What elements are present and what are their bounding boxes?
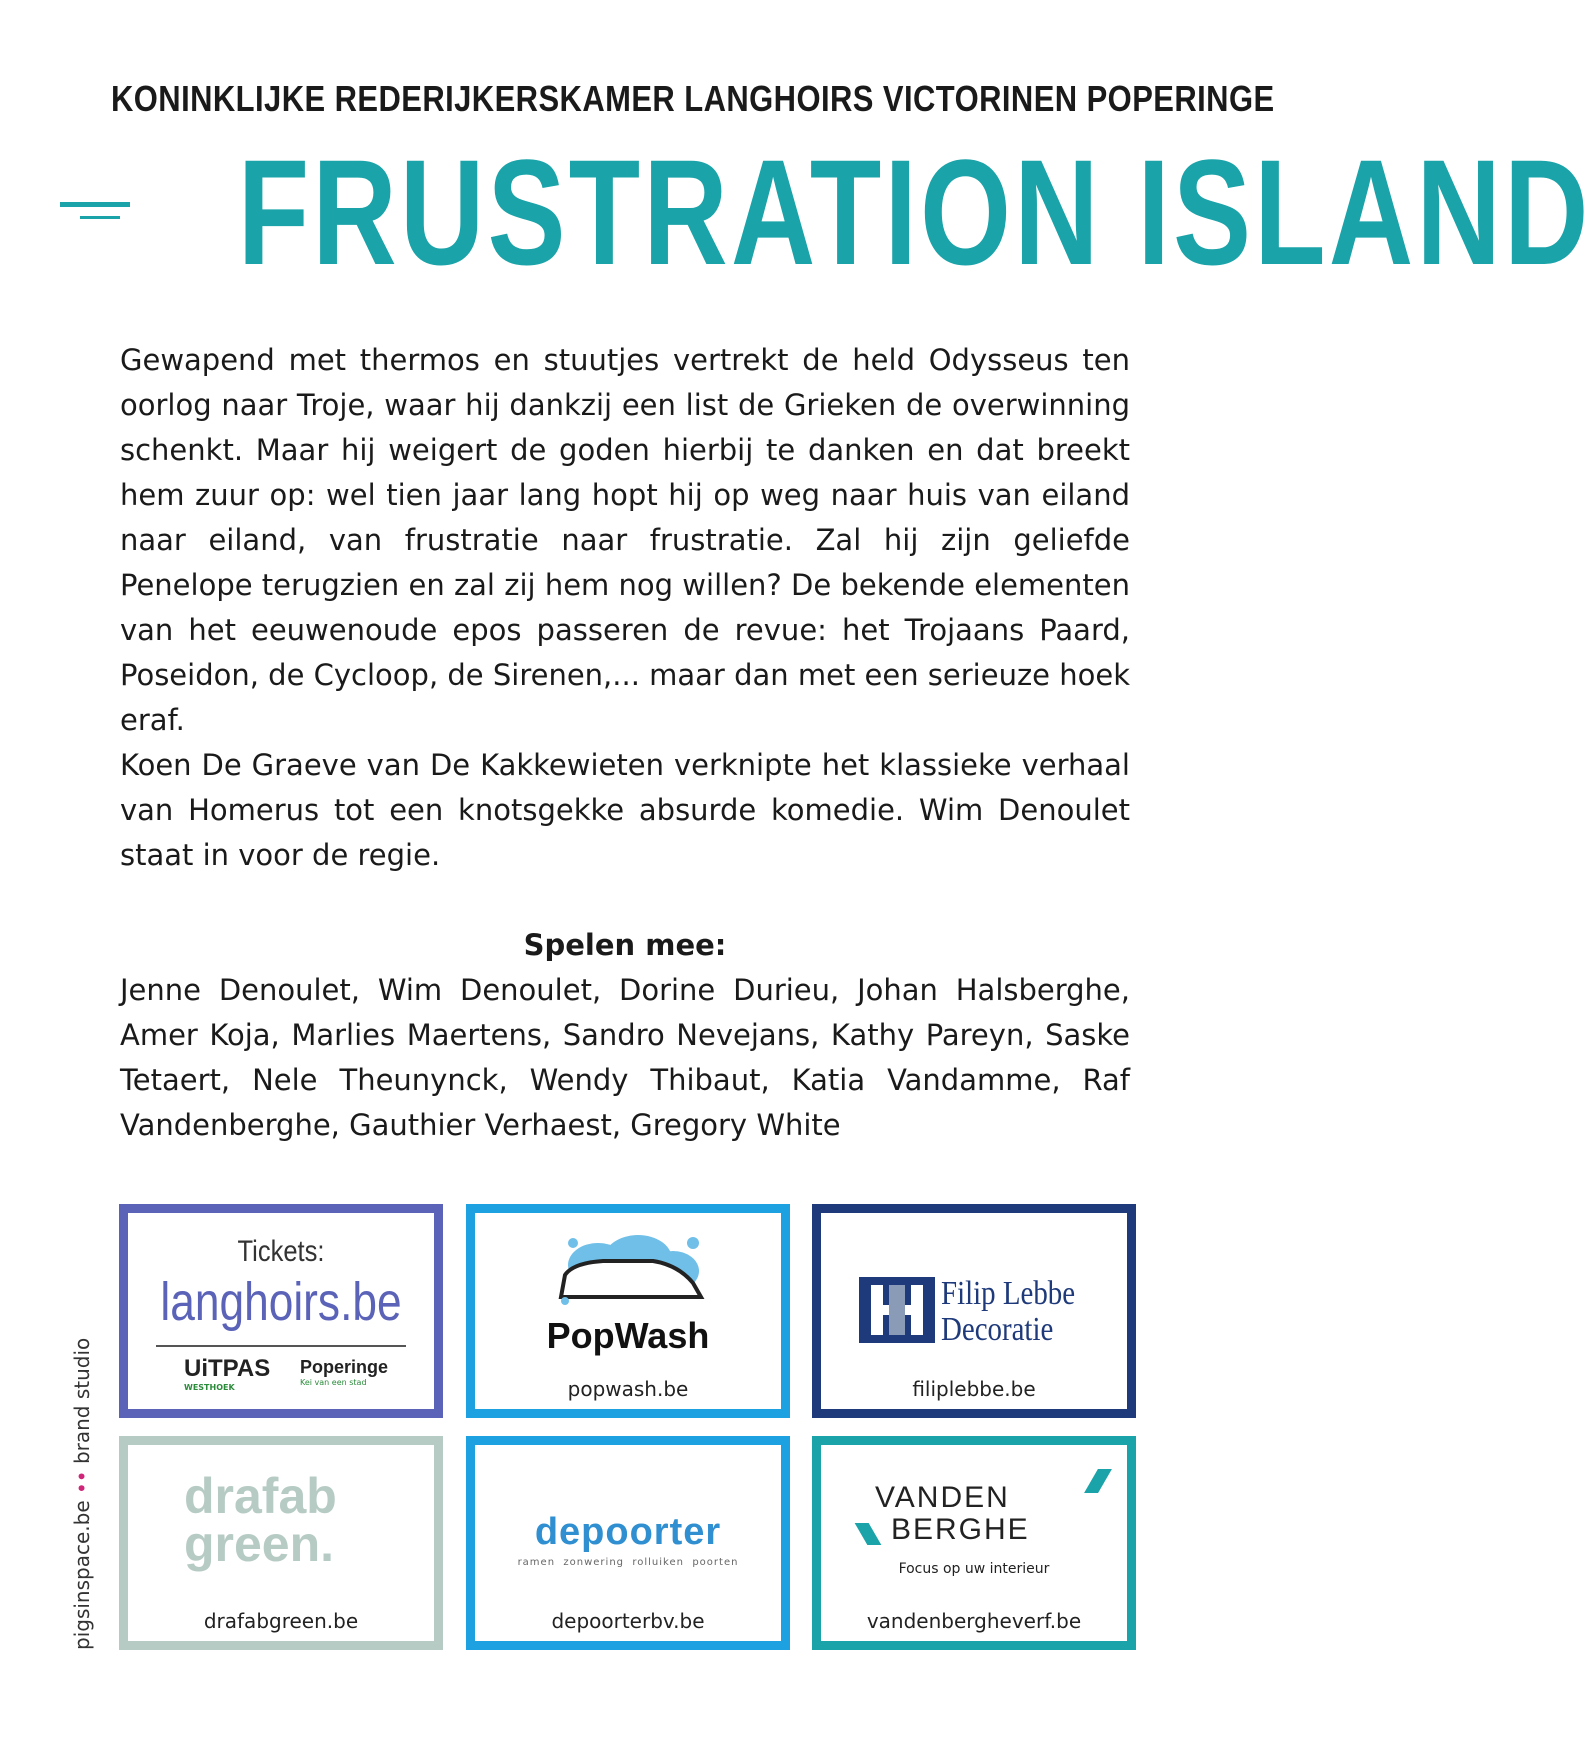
filiplebbe-line1: Filip Lebbe — [941, 1275, 1076, 1312]
popwash-name: PopWash — [546, 1315, 710, 1356]
filiplebbe-monogram-icon — [859, 1277, 935, 1343]
poperinge-text: Poperinge — [300, 1357, 389, 1377]
depoorter-name: depoorter — [534, 1511, 722, 1553]
header — [0, 78, 1275, 120]
vandenberghe-line1: VANDEN — [875, 1481, 1010, 1514]
drafab-line2: green. — [184, 1516, 335, 1572]
depoorter-url[interactable]: depoorterbv.be — [551, 1609, 705, 1633]
popwash-car-icon — [543, 1231, 713, 1311]
cast-heading: Spelen mee: — [523, 928, 727, 962]
drafab-box — [119, 1436, 443, 1650]
title-stroke-left — [60, 202, 130, 207]
poperinge-logo — [300, 1357, 388, 1387]
popwash-url[interactable]: popwash.be — [567, 1377, 689, 1401]
filiplebbe-line2: Decoratie — [941, 1311, 1054, 1348]
depoorter-box — [466, 1436, 790, 1650]
drafab-url[interactable]: drafabgreen.be — [203, 1609, 359, 1633]
organization-name: KONINKLIJKE REDERIJKERSKAMER LANGHOIRS VICTORINEN POPERINGE — [110, 78, 1275, 119]
uitpas-text: UiTPAS — [184, 1355, 271, 1382]
credit-dots: •• — [70, 1470, 94, 1494]
designer-credit — [70, 1338, 94, 1650]
vandenberghe-line2: BERGHE — [891, 1513, 1030, 1546]
credit-studio: brand studio — [70, 1337, 94, 1465]
vandenberghe-url[interactable]: vandenbergheverf.be — [866, 1609, 1082, 1633]
poperinge-sub: Kei van een stad — [300, 1378, 367, 1387]
credit-site[interactable]: pigsinspace.be — [70, 1500, 94, 1650]
popwash-box — [466, 1204, 790, 1418]
depoorter-tagline: ramen zonwering rolluiken poorten — [517, 1557, 739, 1568]
vandenberghe-box — [812, 1436, 1136, 1650]
uitpas-sub: WESTHOEK — [184, 1383, 235, 1392]
tickets-label: Tickets: — [237, 1235, 325, 1268]
tickets-box — [119, 1204, 443, 1418]
tickets-site: langhoirs.be — [160, 1272, 402, 1332]
filiplebbe-box — [812, 1204, 1136, 1418]
description-paragraph-1: Gewapend met thermos en stuutjes vertrekt de held Odysseus ten oorlog naar Troje, waar hij dankzij een list de Grieken de overwinning schenkt. Maar hij weigert de goden hierbij te danken en dat breekt hem zuur op: wel tien jaar lang hopt hij op weg naar huis van eiland naar eiland, van frustratie naar frustratie. Zal hij zijn geliefde Penelope terugzien en zal zij hem nog willen? De bekende elementen van het eeuwenoude epos passeren de revue: het Trojaans Paard, Poseidon, de Cycloop, de Sirenen,... maar dan met een serieuze hoek eraf. — [120, 343, 1131, 737]
cast-list: Jenne Denoulet, Wim Denoulet, Dorine Durieu, Johan Halsberghe, Amer Koja, Marlies Maertens, Sandro Nevejans, Kathy Pareyn, Saske Tetaert, Nele Theunynck, Wendy Thibaut, Katia Vandamme, Raf Vandenberghe, Gauthier Verhaest, Gregory White — [120, 973, 1130, 1142]
vandenberghe-accent-icon-2 — [855, 1523, 882, 1545]
title-block — [60, 128, 1592, 296]
filiplebbe-url[interactable]: filiplebbe.be — [912, 1377, 1036, 1401]
description — [120, 338, 1130, 878]
vandenberghe-tagline: Focus op uw interieur — [898, 1561, 1050, 1577]
show-title: FRUSTRATION ISLAND — [237, 128, 1592, 296]
vandenberghe-accent-icon — [1084, 1469, 1112, 1493]
title-stroke-left-2 — [80, 216, 120, 219]
tickets-divider — [156, 1345, 406, 1347]
description-paragraph-2: Koen De Graeve van De Kakkewieten verknipte het klassieke verhaal van Homerus tot een knotsgekke absurde komedie. Wim Denoulet staat in voor de regie. — [120, 748, 1130, 872]
drafab-line1: drafab — [184, 1468, 337, 1524]
uitpas-logo — [184, 1355, 270, 1392]
